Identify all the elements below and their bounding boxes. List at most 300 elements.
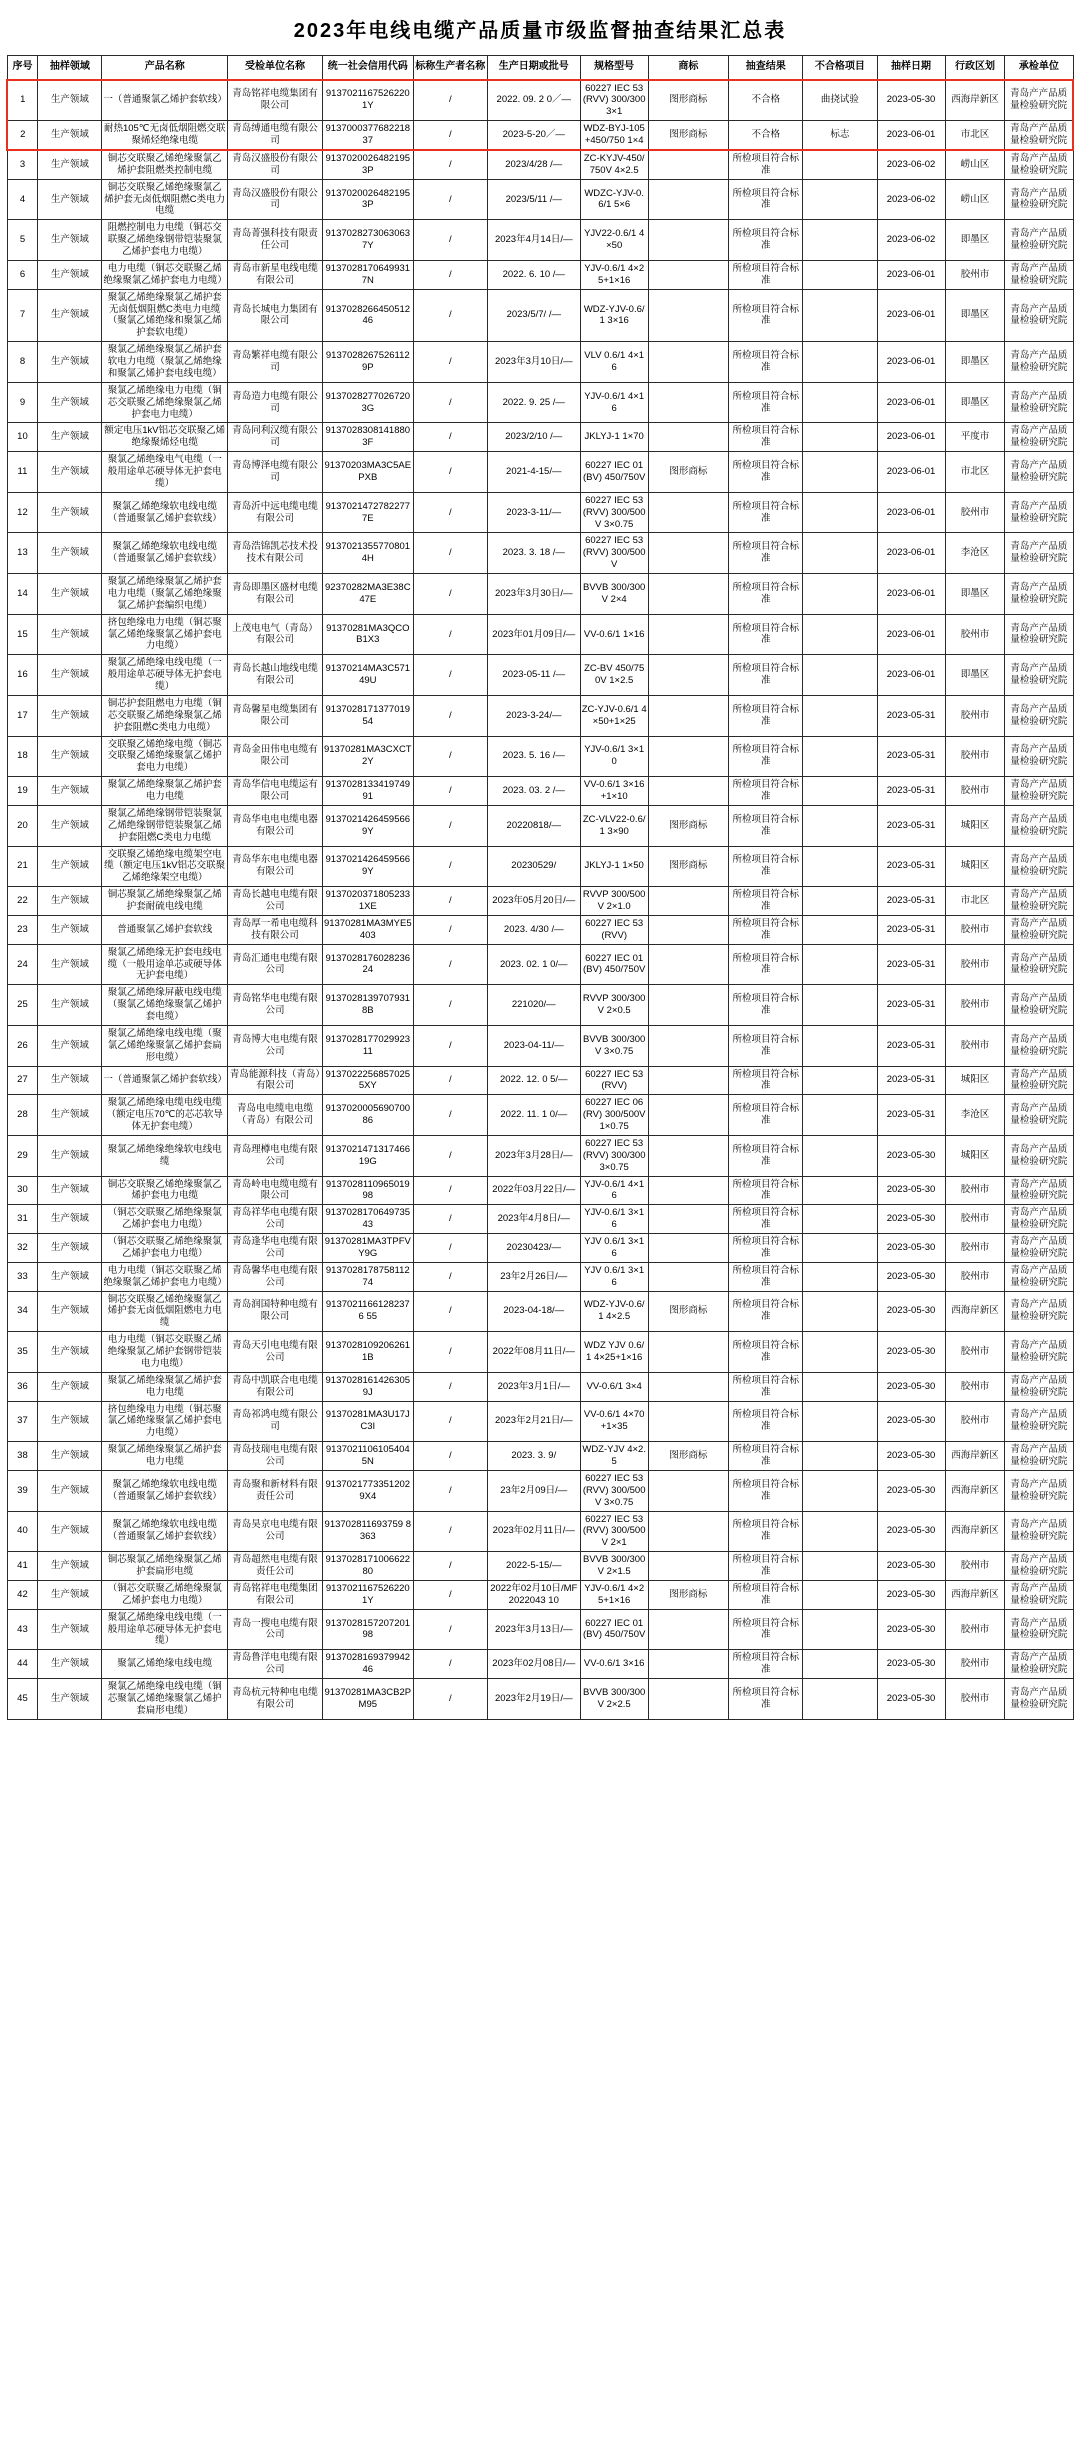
row-unit: 青岛即墨区盛材电缆有限公司 <box>228 574 323 615</box>
row-org: 青岛产产品质量检验研究院 <box>1005 1262 1073 1291</box>
row-unit: 青岛杭元特种电电缆有限公司 <box>228 1679 323 1720</box>
row-result: 不合格 <box>729 80 803 121</box>
row-district: 胶州市 <box>945 1205 1005 1234</box>
row-district: 即墨区 <box>945 574 1005 615</box>
row-unit: 青岛长城电力集团有限公司 <box>228 289 323 342</box>
row-code: 913702817137701954 <box>322 695 413 736</box>
row-sample-date: 2023-05-31 <box>877 887 945 916</box>
row-field: 生产领域 <box>38 220 102 261</box>
row-product: 铜芯聚氯乙烯绝缘聚氯乙烯护套扁形电缆 <box>102 1552 228 1581</box>
row-field: 生产领域 <box>38 1176 102 1205</box>
row-district: 市北区 <box>945 887 1005 916</box>
row-maker: / <box>413 289 487 342</box>
row-code: 913702000569070086 <box>322 1095 413 1136</box>
row-district: 胶州市 <box>945 1234 1005 1263</box>
row-product: 聚氯乙烯绝缘电线电缆（聚氯乙烯绝缘聚氯乙烯护套扁形电缆） <box>102 1025 228 1066</box>
row-no: 30 <box>7 1176 38 1205</box>
row-brand <box>648 1095 728 1136</box>
row-date: 23年2月26日/— <box>487 1262 580 1291</box>
row-maker: / <box>413 1372 487 1401</box>
row-field: 生产领域 <box>38 846 102 887</box>
row-date: 20220818/— <box>487 805 580 846</box>
row-sample-date: 2023-06-01 <box>877 342 945 383</box>
row-spec: ZC-BV 450/750V 1×2.5 <box>580 655 648 696</box>
row-date: 23年2月09日/— <box>487 1470 580 1511</box>
table-row <box>7 1609 1073 1650</box>
row-fail <box>803 179 877 220</box>
row-fail <box>803 1234 877 1263</box>
row-unit: 青岛长越电电缆有限公司 <box>228 887 323 916</box>
row-no: 1 <box>7 80 38 121</box>
row-spec: ZC-KYJV-450/750V 4×2.5 <box>580 150 648 179</box>
row-product: 铜芯交联聚乙烯绝缘聚氯乙烯护套无卤低烟阻燃C类电力电缆 <box>102 179 228 220</box>
row-result: 所检项目符合标准 <box>729 777 803 806</box>
row-brand <box>648 533 728 574</box>
row-date: 2023年05月20日/— <box>487 887 580 916</box>
row-district: 西海岸新区 <box>945 1442 1005 1471</box>
row-maker: / <box>413 1470 487 1511</box>
row-brand <box>648 492 728 533</box>
row-org: 青岛产产品质量检验研究院 <box>1005 846 1073 887</box>
table-row <box>7 1511 1073 1552</box>
col-result: 抽查结果 <box>729 56 803 80</box>
row-district: 胶州市 <box>945 1401 1005 1442</box>
row-sample-date: 2023-06-02 <box>877 220 945 261</box>
row-maker: / <box>413 1135 487 1176</box>
row-fail <box>803 1066 877 1095</box>
row-code: 91370281092062611B <box>322 1332 413 1373</box>
page-title: 2023年电线电缆产品质量市级监督抽查结果汇总表 <box>293 20 787 42</box>
row-product: （铜芯交联聚乙烯绝缘聚氯乙烯护套电力电缆） <box>102 1205 228 1234</box>
row-sample-date: 2023-05-30 <box>877 1234 945 1263</box>
row-sample-date: 2023-06-01 <box>877 574 945 615</box>
col-maker: 标称生产者名称 <box>413 56 487 80</box>
row-unit: 青岛市新星电线电缆有限公司 <box>228 260 323 289</box>
row-date: 2023/5/7/ /— <box>487 289 580 342</box>
row-sample-date: 2023-05-31 <box>877 915 945 944</box>
table-row <box>7 423 1073 452</box>
row-result: 所检项目符合标准 <box>729 1262 803 1291</box>
row-fail <box>803 289 877 342</box>
row-fail <box>803 1609 877 1650</box>
row-district: 胶州市 <box>945 1372 1005 1401</box>
row-fail <box>803 1332 877 1373</box>
row-no: 41 <box>7 1552 38 1581</box>
row-maker: / <box>413 1205 487 1234</box>
row-product: 聚氯乙烯绝缘绝缘软电线电缆 <box>102 1135 228 1176</box>
row-no: 33 <box>7 1262 38 1291</box>
row-product: 聚氯乙烯绝缘电线电缆（铜芯聚氯乙烯绝缘聚氯乙烯护套扁形电缆） <box>102 1679 228 1720</box>
row-maker: / <box>413 1234 487 1263</box>
row-result: 所检项目符合标准 <box>729 1205 803 1234</box>
row-field: 生产领域 <box>38 289 102 342</box>
row-spec: YJV-0.6/1 4×25+1×16 <box>580 260 648 289</box>
table-row <box>7 342 1073 383</box>
row-spec: 60227 IEC 53 (RVV) <box>580 915 648 944</box>
row-brand <box>648 1552 728 1581</box>
row-field: 生产领域 <box>38 695 102 736</box>
table-row <box>7 533 1073 574</box>
header-row <box>7 56 1073 80</box>
row-unit: 青岛铭华电电缆有限公司 <box>228 985 323 1026</box>
row-org: 青岛产产品质量检验研究院 <box>1005 80 1073 121</box>
row-org: 青岛产产品质量检验研究院 <box>1005 574 1073 615</box>
row-result: 所检项目符合标准 <box>729 1511 803 1552</box>
row-fail <box>803 423 877 452</box>
col-code: 统一社会信用代码 <box>322 56 413 80</box>
row-brand: 图形商标 <box>648 121 728 150</box>
row-no: 42 <box>7 1580 38 1609</box>
row-result: 不合格 <box>729 121 803 150</box>
row-no: 31 <box>7 1205 38 1234</box>
row-maker: / <box>413 1025 487 1066</box>
row-product: 铜芯交联聚乙烯绝缘聚氯乙烯护套阻燃类控制电缆 <box>102 150 228 179</box>
row-code: 91370214MA3C57149U <box>322 655 413 696</box>
row-org: 青岛产产品质量检验研究院 <box>1005 1372 1073 1401</box>
col-no: 序号 <box>7 56 38 80</box>
row-brand <box>648 655 728 696</box>
row-maker: / <box>413 179 487 220</box>
row-district: 胶州市 <box>945 695 1005 736</box>
row-result: 所检项目符合标准 <box>729 1095 803 1136</box>
row-spec: 60227 IEC 53 (RVV) <box>580 1066 648 1095</box>
row-unit: 青岛逢华电电缆有限公司 <box>228 1234 323 1263</box>
row-sample-date: 2023-05-31 <box>877 944 945 985</box>
row-unit: 青岛厚一希电电缆科技有限公司 <box>228 915 323 944</box>
row-field: 生产领域 <box>38 1066 102 1095</box>
row-date: 2023年2月21日/— <box>487 1401 580 1442</box>
row-result: 所检项目符合标准 <box>729 1442 803 1471</box>
row-unit: 青岛馨星电缆集团有限公司 <box>228 695 323 736</box>
row-fail <box>803 1291 877 1332</box>
row-sample-date: 2023-05-30 <box>877 1580 945 1609</box>
row-spec: ZC-YJV-0.6/1 4×50+1×25 <box>580 695 648 736</box>
row-code: 91370200264821953P <box>322 150 413 179</box>
row-sample-date: 2023-05-30 <box>877 80 945 121</box>
row-unit: 青岛能源科技（青岛）有限公司 <box>228 1066 323 1095</box>
row-spec: YJV-0.6/1 3×10 <box>580 736 648 777</box>
row-field: 生产领域 <box>38 1135 102 1176</box>
row-code: 913702813341974991 <box>322 777 413 806</box>
row-fail <box>803 1176 877 1205</box>
row-code: 913702815720720198 <box>322 1609 413 1650</box>
row-district: 胶州市 <box>945 1332 1005 1373</box>
row-date: 2023年4月14日/— <box>487 220 580 261</box>
row-brand: 图形商标 <box>648 1580 728 1609</box>
row-product: 聚氯乙烯绝缘软电线电缆（普通聚氯乙烯护套软线） <box>102 533 228 574</box>
row-product: 耐热105℃无卤低烟阻燃交联聚烯烃绝缘电缆 <box>102 121 228 150</box>
row-no: 4 <box>7 179 38 220</box>
row-spec: WDZC-YJV-0.6/1 5×6 <box>580 179 648 220</box>
row-spec: WDZ YJV 0.6/1 4×25+1×16 <box>580 1332 648 1373</box>
table-row <box>7 805 1073 846</box>
row-org: 青岛产产品质量检验研究院 <box>1005 1470 1073 1511</box>
table-row <box>7 574 1073 615</box>
row-date: 20230423/— <box>487 1234 580 1263</box>
row-date: 2022-5-15/— <box>487 1552 580 1581</box>
col-fail: 不合格项目 <box>803 56 877 80</box>
row-district: 即墨区 <box>945 220 1005 261</box>
row-field: 生产领域 <box>38 736 102 777</box>
row-product: 聚氯乙烯绝缘电线电缆（一般用途单芯硬导体无护套电缆） <box>102 1609 228 1650</box>
row-district: 胶州市 <box>945 1025 1005 1066</box>
row-sample-date: 2023-05-31 <box>877 1095 945 1136</box>
row-spec: RVVP 300/300V 2×0.5 <box>580 985 648 1026</box>
row-code: 913700037768221837 <box>322 121 413 150</box>
row-fail <box>803 887 877 916</box>
row-code: 91370282770267203G <box>322 382 413 423</box>
row-brand <box>648 1679 728 1720</box>
row-result: 所检项目符合标准 <box>729 1025 803 1066</box>
row-product: 聚氯乙烯绝缘聚氯乙烯护套电力电缆 <box>102 777 228 806</box>
row-brand <box>648 1650 728 1679</box>
row-date: 2022年08月11日/— <box>487 1332 580 1373</box>
row-no: 39 <box>7 1470 38 1511</box>
row-district: 城阳区 <box>945 805 1005 846</box>
row-fail <box>803 150 877 179</box>
table-row <box>7 1025 1073 1066</box>
row-no: 6 <box>7 260 38 289</box>
row-spec: 60227 IEC 01 (BV) 450/750V <box>580 1609 648 1650</box>
row-brand <box>648 915 728 944</box>
table-body <box>7 80 1073 1720</box>
row-brand <box>648 777 728 806</box>
row-fail <box>803 805 877 846</box>
row-district: 西海岸新区 <box>945 1580 1005 1609</box>
row-date: 2023/5/11 /— <box>487 179 580 220</box>
row-district: 李沧区 <box>945 1095 1005 1136</box>
row-unit: 青岛金田伟电电缆有限公司 <box>228 736 323 777</box>
row-sample-date: 2023-06-02 <box>877 150 945 179</box>
row-field: 生产领域 <box>38 1511 102 1552</box>
table-row <box>7 655 1073 696</box>
row-date: 2022年03月22日/— <box>487 1176 580 1205</box>
row-product: 电力电缆（铜芯交联聚乙烯绝缘聚氯乙烯护套电力电缆） <box>102 260 228 289</box>
row-product: 交联聚乙烯绝缘电缆架空电缆（额定电压1kV铝芯交联聚乙烯绝缘架空电缆） <box>102 846 228 887</box>
row-unit: 青岛一搜电电缆有限公司 <box>228 1609 323 1650</box>
table-row <box>7 777 1073 806</box>
row-code: 91370281MA3CXCT2Y <box>322 736 413 777</box>
row-code: 91370281706499317N <box>322 260 413 289</box>
row-product: 一（普通聚氯乙烯护套软线） <box>102 1066 228 1095</box>
row-code: 91370211675262201Y <box>322 80 413 121</box>
row-date: 2023年3月10日/— <box>487 342 580 383</box>
row-brand <box>648 150 728 179</box>
row-org: 青岛产产品质量检验研究院 <box>1005 260 1073 289</box>
table-row <box>7 1372 1073 1401</box>
row-brand <box>648 1372 728 1401</box>
table-row <box>7 887 1073 916</box>
row-unit: 青岛鲁洋电电缆有限公司 <box>228 1650 323 1679</box>
table-row <box>7 80 1073 121</box>
row-maker: / <box>413 1442 487 1471</box>
row-result: 所检项目符合标准 <box>729 1372 803 1401</box>
row-product: 聚氯乙烯绝缘聚氯乙烯护套无卤低烟阻燃C类电力电缆（聚氯乙烯绝缘和聚氯乙烯护套软电缆） <box>102 289 228 342</box>
row-unit: 青岛博大电电缆有限公司 <box>228 1025 323 1066</box>
row-sample-date: 2023-06-01 <box>877 121 945 150</box>
row-maker: / <box>413 915 487 944</box>
row-sample-date: 2023-05-30 <box>877 1650 945 1679</box>
row-result: 所检项目符合标准 <box>729 805 803 846</box>
row-org: 青岛产产品质量检验研究院 <box>1005 1176 1073 1205</box>
row-date: 2023/2/10 /— <box>487 423 580 452</box>
row-org: 青岛产产品质量检验研究院 <box>1005 614 1073 655</box>
row-result: 所检项目符合标准 <box>729 533 803 574</box>
row-brand <box>648 944 728 985</box>
row-product: 聚氯乙烯绝缘电线电缆（一般用途单芯硬导体无护套电缆） <box>102 655 228 696</box>
row-fail <box>803 533 877 574</box>
row-unit: 青岛技瑞电电缆有限公司 <box>228 1442 323 1471</box>
row-sample-date: 2023-06-01 <box>877 382 945 423</box>
row-unit: 青岛铭祥电电缆集团有限公司 <box>228 1580 323 1609</box>
row-unit: 青岛汉盛股份有限公司 <box>228 150 323 179</box>
row-field: 生产领域 <box>38 1205 102 1234</box>
row-district: 胶州市 <box>945 1176 1005 1205</box>
row-org: 青岛产产品质量检验研究院 <box>1005 1609 1073 1650</box>
row-field: 生产领域 <box>38 655 102 696</box>
row-product: 聚氯乙烯绝缘电气电缆（一般用途单芯硬导体无护套电缆） <box>102 452 228 493</box>
row-maker: / <box>413 1679 487 1720</box>
row-no: 34 <box>7 1291 38 1332</box>
row-sample-date: 2023-06-01 <box>877 533 945 574</box>
row-date: 2023-04-18/— <box>487 1291 580 1332</box>
row-brand <box>648 179 728 220</box>
row-brand <box>648 1262 728 1291</box>
row-field: 生产领域 <box>38 805 102 846</box>
row-field: 生产领域 <box>38 887 102 916</box>
row-org: 青岛产产品质量检验研究院 <box>1005 1511 1073 1552</box>
row-code: 91370203718052331XE <box>322 887 413 916</box>
row-spec: 60227 IEC 53 (RVV) 300/500V 3×0.75 <box>580 492 648 533</box>
row-org: 青岛产产品质量检验研究院 <box>1005 220 1073 261</box>
row-spec: BVVB 300/300V 2×2.5 <box>580 1679 648 1720</box>
row-fail <box>803 574 877 615</box>
row-spec: BVVB 300/300V 3×0.75 <box>580 1025 648 1066</box>
row-district: 平度市 <box>945 423 1005 452</box>
row-date: 2023年02月11日/— <box>487 1511 580 1552</box>
row-no: 20 <box>7 805 38 846</box>
row-sample-date: 2023-06-01 <box>877 492 945 533</box>
table-header <box>7 56 1073 80</box>
row-spec: YJV22-0.6/1 4×50 <box>580 220 648 261</box>
row-date: 2022. 9. 25 /— <box>487 382 580 423</box>
row-maker: / <box>413 1511 487 1552</box>
row-spec: YJV 0.6/1 3×16 <box>580 1234 648 1263</box>
table-row <box>7 985 1073 1026</box>
row-unit: 青岛岭电电缆电缆有限公司 <box>228 1176 323 1205</box>
table-row <box>7 1066 1073 1095</box>
table-row <box>7 614 1073 655</box>
row-maker: / <box>413 846 487 887</box>
row-field: 生产领域 <box>38 452 102 493</box>
row-spec: 60227 IEC 06 (RV) 300/500V 1×0.75 <box>580 1095 648 1136</box>
row-brand <box>648 423 728 452</box>
row-org: 青岛产产品质量检验研究院 <box>1005 695 1073 736</box>
table-row <box>7 1262 1073 1291</box>
row-field: 生产领域 <box>38 614 102 655</box>
row-maker: / <box>413 492 487 533</box>
row-org: 青岛产产品质量检验研究院 <box>1005 533 1073 574</box>
row-result: 所检项目符合标准 <box>729 574 803 615</box>
row-fail <box>803 1552 877 1581</box>
row-sample-date: 2023-05-30 <box>877 1176 945 1205</box>
row-fail <box>803 1470 877 1511</box>
row-org: 青岛产产品质量检验研究院 <box>1005 1442 1073 1471</box>
row-field: 生产领域 <box>38 80 102 121</box>
row-field: 生产领域 <box>38 1609 102 1650</box>
row-no: 17 <box>7 695 38 736</box>
row-spec: 60227 IEC 53 (RVV) 300/300 3×0.75 <box>580 1135 648 1176</box>
row-product: 挤包绝缘电力电缆（铜芯聚氯乙烯绝缘聚氯乙烯护套电力电缆） <box>102 1401 228 1442</box>
row-result: 所检项目符合标准 <box>729 1066 803 1095</box>
row-field: 生产领域 <box>38 423 102 452</box>
row-maker: / <box>413 805 487 846</box>
row-result: 所检项目符合标准 <box>729 382 803 423</box>
row-unit: 青岛同利汉缆有限公司 <box>228 423 323 452</box>
row-org: 青岛产产品质量检验研究院 <box>1005 121 1073 150</box>
row-no: 2 <box>7 121 38 150</box>
row-unit: 青岛润国特种电缆有限公司 <box>228 1291 323 1332</box>
row-unit: 青岛聚和新材料有限责任公司 <box>228 1470 323 1511</box>
row-maker: / <box>413 1332 487 1373</box>
row-field: 生产领域 <box>38 1025 102 1066</box>
row-date: 2023. 02. 1 0/— <box>487 944 580 985</box>
row-brand: 图形商标 <box>648 1291 728 1332</box>
row-brand <box>648 985 728 1026</box>
row-district: 崂山区 <box>945 179 1005 220</box>
row-code: 91370282675261129P <box>322 342 413 383</box>
row-fail <box>803 695 877 736</box>
row-district: 胶州市 <box>945 492 1005 533</box>
row-maker: / <box>413 121 487 150</box>
row-field: 生产领域 <box>38 1095 102 1136</box>
row-district: 城阳区 <box>945 1066 1005 1095</box>
row-field: 生产领域 <box>38 985 102 1026</box>
row-maker: / <box>413 695 487 736</box>
row-district: 胶州市 <box>945 915 1005 944</box>
row-date: 2023年3月28日/— <box>487 1135 580 1176</box>
row-fail <box>803 1262 877 1291</box>
row-fail <box>803 342 877 383</box>
row-district: 城阳区 <box>945 1135 1005 1176</box>
row-date: 2023年3月30日/— <box>487 574 580 615</box>
row-brand: 图形商标 <box>648 1442 728 1471</box>
table-row <box>7 736 1073 777</box>
row-no: 43 <box>7 1609 38 1650</box>
row-code: 91370281MA3MYE5403 <box>322 915 413 944</box>
row-field: 生产领域 <box>38 1679 102 1720</box>
row-fail <box>803 777 877 806</box>
row-date: 2023. 5. 16 /— <box>487 736 580 777</box>
row-result: 所检项目符合标准 <box>729 1580 803 1609</box>
row-fail <box>803 1025 877 1066</box>
row-product: 铜芯聚氯乙烯绝缘聚氯乙烯护套耐硫电线电缆 <box>102 887 228 916</box>
row-code: 91370222568570255XY <box>322 1066 413 1095</box>
row-result: 所检项目符合标准 <box>729 452 803 493</box>
row-field: 生产领域 <box>38 777 102 806</box>
row-maker: / <box>413 1552 487 1581</box>
row-no: 11 <box>7 452 38 493</box>
row-code: 913702826645051246 <box>322 289 413 342</box>
row-field: 生产领域 <box>38 915 102 944</box>
row-code: 91370211061054045N <box>322 1442 413 1471</box>
row-field: 生产领域 <box>38 1442 102 1471</box>
row-result: 所检项目符合标准 <box>729 179 803 220</box>
table-row <box>7 1401 1073 1442</box>
row-brand <box>648 1609 728 1650</box>
row-unit: 青岛华东电电缆电器有限公司 <box>228 846 323 887</box>
row-org: 青岛产产品质量检验研究院 <box>1005 1234 1073 1263</box>
